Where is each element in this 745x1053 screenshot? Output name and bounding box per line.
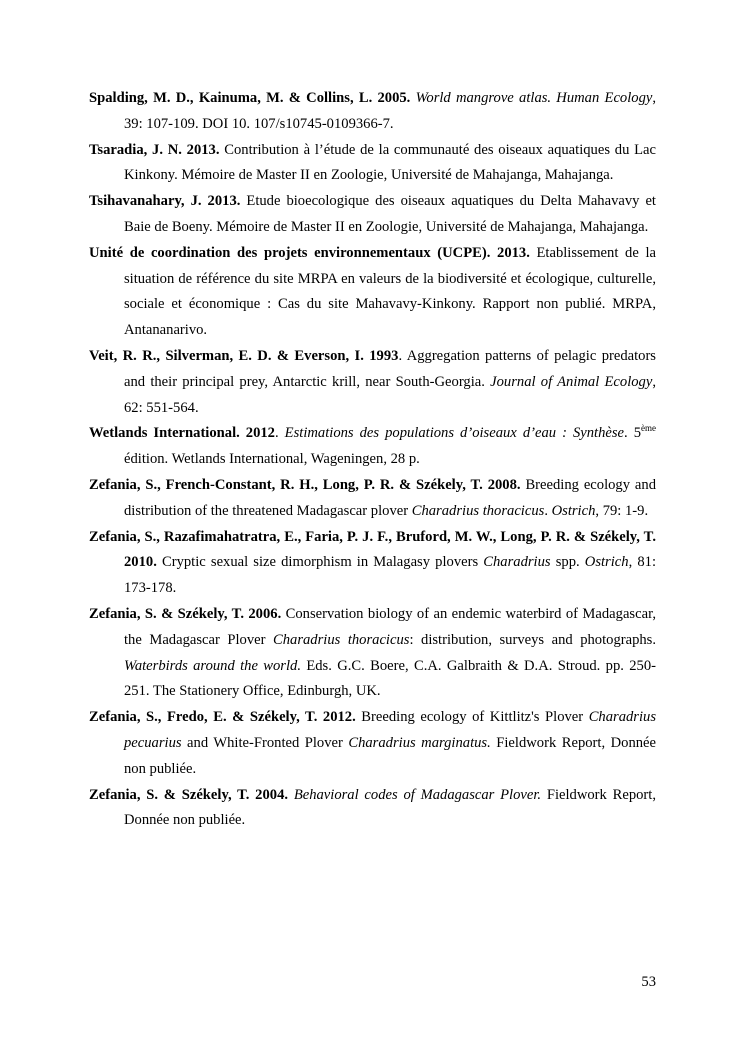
reference-authors: Zefania, S. & Székely, T. 2004. (89, 786, 289, 803)
reference-details: , 79: 1-9. (595, 502, 649, 519)
page-number: 53 (641, 974, 656, 990)
reference-details: Contribution à l’étude de la communauté des oiseaux aquatiques du Lac Kinkony. Mémoire de Master II en Zoologie, Université de Mahajanga, Mahajanga. (124, 141, 656, 184)
ordinal-superscript: ème (641, 423, 657, 434)
reference-details: Etablissement de la situation de référence du site MRPA en valeurs de la biodiversité et écologique, culturelle, sociale et économique : Cas du site Mahavavy-Kinkony. Rapport non publié. MRPA, Antananarivo. (124, 244, 656, 339)
reference-tsaradia-2013 (89, 138, 656, 190)
reference-book: Waterbirds around the world. (124, 657, 301, 674)
reference-details: , 39: 107-109. DOI 10. 107/s10745-0109366-7. (124, 90, 656, 132)
reference-journal: Ostrich (584, 554, 629, 571)
reference-authors: Zefania, S., French-Constant, R. H., Long, P. R. & Székely, T. 2008. (89, 476, 521, 493)
reference-spalding-2005 (89, 86, 656, 138)
reference-title: Breeding ecology and distribution of the threatened Madagascar plover (124, 476, 656, 519)
reference-title: Cryptic sexual size dimorphism in Malagasy plovers (156, 554, 484, 571)
reference-ucpe-2013 (89, 241, 656, 344)
reference-zefania-2004 (89, 783, 656, 835)
reference-tsihavanahary-2013 (89, 189, 656, 241)
species-name: Charadrius (483, 554, 551, 571)
reference-details: , 62: 551-564. (124, 373, 656, 416)
reference-details: Etude bioecologique des oiseaux aquatiques du Delta Mahavavy et Baie de Boeny. Mémoire de Master II en Zoologie, Université de Mahajanga, Mahajanga. (124, 193, 656, 235)
reference-journal: Journal of Animal Ecology (490, 373, 653, 390)
reference-details: Fieldwork Report, Donnée non publiée. (124, 786, 656, 829)
reference-authors: Zefania, S., Razafimahatratra, E., Faria, P. J. F., Bruford, M. W., Long, P. R. & Székely, T. 2010. (89, 528, 656, 571)
reference-veit-1993 (89, 344, 656, 421)
species-name: Charadrius thoracicus (411, 502, 545, 519)
species-name: Charadrius thoracicus (273, 631, 410, 648)
reference-details: Eds. G.C. Boere, C.A. Galbraith & D.A. Stroud. pp. 250-251. The Stationery Office, Edinburgh, UK. (124, 657, 656, 700)
species-name: Charadrius pecuarius (124, 709, 656, 751)
reference-title: Conservation biology of an endemic waterbird of Madagascar, the Madagascar Plover (124, 605, 656, 648)
reference-zefania-2006: Zefania, S. & Székely, T. 2006. Conservation biology of an endemic waterbird of Madagascar, the Madagascar Plover Charadrius thoracicus: distribution, surveys and photographs. Waterbirds around the world. Eds. G.C. Boere, C.A. Galbraith & D.A. Stroud. pp. 250-251. The Stationery Office, Edinburgh, UK. (89, 605, 656, 700)
reference-authors: Spalding, M. D., Kainuma, M. & Collins, L. 2005. (89, 90, 411, 106)
reference-authors: Unité de coordination des projets environnementaux (UCPE). 2013. (89, 244, 530, 261)
reference-journal: Ostrich (551, 502, 596, 519)
reference-authors: Wetlands International. 2012 (89, 425, 275, 442)
reference-zefania-2010: Zefania, S., Razafimahatratra, E., Faria, P. J. F., Bruford, M. W., Long, P. R. & Székely, T. 2010. Cryptic sexual size dimorphism in Malagasy plovers Charadrius spp. Ostrich, 81: 173-178. (89, 528, 656, 597)
reference-title: Behavioral codes of Madagascar Plover. (293, 786, 542, 803)
reference-title: Breeding ecology of Kittlitz's Plover (355, 709, 589, 726)
reference-authors: Tsaradia, J. N. 2013. (89, 141, 220, 158)
reference-zefania-2008: Zefania, S., French-Constant, R. H., Long, P. R. & Székely, T. 2008. Breeding ecology and distribution of the threatened Madagascar plover Charadrius thoracicus. Ostrich, 79: 1-9. (89, 476, 656, 519)
reference-list (89, 86, 656, 834)
reference-title: World mangrove atlas. Human Ecology (415, 90, 653, 106)
reference-authors: Veit, R. R., Silverman, E. D. & Everson, I. 1993 (89, 347, 399, 364)
reference-authors: Tsihavanahary, J. 2013. (89, 193, 241, 210)
reference-wetlands-2012: Wetlands International. 2012. Estimations des populations d’oiseaux d’eau : Synthèse. 5ème édition. Wetlands International, Wageningen, 28 p. (89, 423, 657, 468)
reference-details: , 81: 173-178. (124, 554, 656, 597)
reference-title: Estimations des populations d’oiseaux d’eau : Synthèse (284, 425, 625, 442)
reference-details: édition. Wetlands International, Wageningen, 28 p. (124, 451, 420, 468)
reference-details: Fieldwork Report, Donnée non publiée. (124, 734, 656, 777)
reference-zefania-2012: Zefania, S., Fredo, E. & Székely, T. 2012. Breeding ecology of Kittlitz's Plover Charadrius pecuarius and White-Fronted Plover Charadrius marginatus. Fieldwork Report, Donnée non publiée. (89, 709, 656, 777)
species-name: Charadrius marginatus. (348, 734, 491, 751)
reference-title: . Aggregation patterns of pelagic predators and their principal prey, Antarctic krill, near South-Georgia. (124, 347, 656, 390)
reference-authors: Zefania, S. & Székely, T. 2006. (89, 605, 282, 622)
reference-authors: Zefania, S., Fredo, E. & Székely, T. 2012. (89, 709, 356, 726)
